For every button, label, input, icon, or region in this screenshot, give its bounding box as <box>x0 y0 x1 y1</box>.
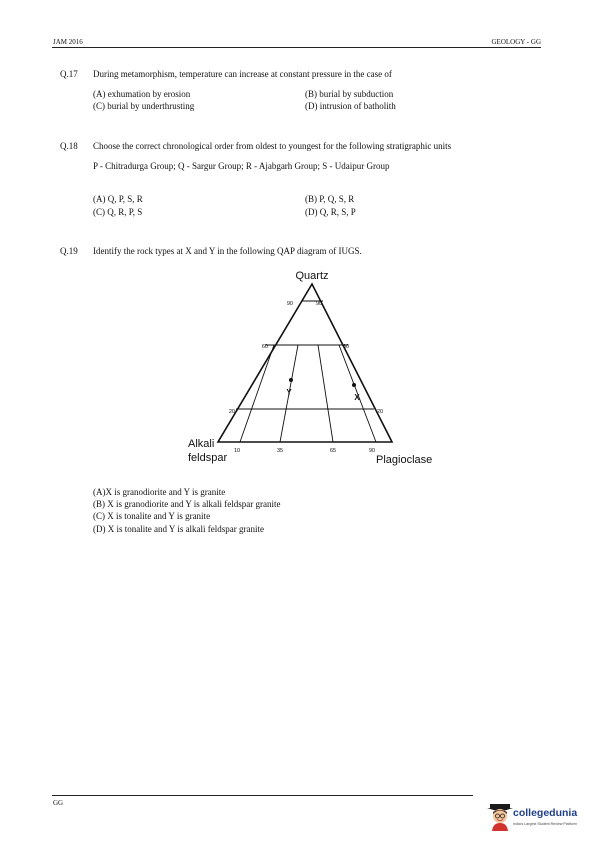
qap-tick-60-left: 60 <box>261 344 268 350</box>
footer-rule <box>52 795 473 796</box>
q17-option-d: (D) intrusion of batholith <box>305 101 396 111</box>
q19-option-c: (C) X is tonalite and Y is granite <box>93 511 211 521</box>
q19-text: Identify the rock types at X and Y in the following QAP diagram of IUGS. <box>93 246 362 256</box>
q18-number: Q.18 <box>60 141 78 151</box>
q18-text: Choose the correct chronological order from oldest to youngest for the following stratigraphic units <box>93 141 452 151</box>
q19-option-b: (B) X is granodiorite and Y is alkali feldspar granite <box>93 499 281 509</box>
header-paper-code: GEOLOGY - GG <box>491 38 541 46</box>
q17-option-b: (B) burial by subduction <box>305 89 394 99</box>
qap-tick-90-left: 90 <box>286 301 293 307</box>
qap-label-y: Y <box>286 388 292 397</box>
qap-line-a35-divider <box>318 345 333 442</box>
qap-label-alkali: Alkali <box>188 438 215 450</box>
q19-option-a: (A)X is granodiorite and Y is granite <box>93 487 226 497</box>
qap-base-tick-35: 35 <box>276 448 284 454</box>
q17-text: During metamorphism, temperature can increase at constant pressure in the case of <box>93 69 392 79</box>
qap-label-x: X <box>354 393 360 402</box>
qap-label-quartz: Quartz <box>295 270 329 282</box>
q17-number: Q.17 <box>60 69 78 79</box>
q17-option-c: (C) burial by underthrusting <box>93 101 195 111</box>
header-exam-title: JAM 2016 <box>53 38 83 46</box>
qap-base-tick-90: 90 <box>368 448 376 454</box>
collegedunia-logo-text: collegedunia <box>513 807 578 819</box>
qap-tick-20-left: 20 <box>228 409 235 415</box>
collegedunia-mascot-icon <box>487 803 513 831</box>
q18-option-c: (C) Q, R, P, S <box>93 207 143 217</box>
qap-point-y <box>289 378 293 382</box>
q18-option-b: (B) P, Q, S, R <box>305 194 355 204</box>
qap-point-x <box>352 383 356 387</box>
q18-units: P - Chitradurga Group; Q - Sargur Group; R - Ajabgarh Group; S - Udaipur Group <box>93 161 390 171</box>
qap-tick-90-right: 90 <box>316 301 323 307</box>
qap-base-tick-65: 65 <box>329 448 337 454</box>
qap-tick-20-right: 20 <box>377 409 384 415</box>
qap-line-a90-divider <box>240 345 274 442</box>
qap-tick-60-right: 60 <box>343 344 350 350</box>
q17-option-a: (A) exhumation by erosion <box>93 89 191 99</box>
qap-label-plagioclase: Plagioclase <box>376 454 433 466</box>
qap-label-feldspar: feldspar <box>188 452 228 464</box>
qap-triangle-outline <box>218 284 392 442</box>
collegedunia-tagline: India's Largest Student Review Platform <box>513 822 577 826</box>
qap-base-tick-10: 10 <box>233 448 241 454</box>
q19-option-d: (D) X is tonalite and Y is alkali feldspar granite <box>93 524 265 534</box>
q19-number: Q.19 <box>60 246 78 256</box>
footer-paper-code: GG <box>53 799 64 807</box>
q18-option-a: (A) Q, P, S, R <box>93 194 143 204</box>
q18-option-d: (D) Q, R, S, P <box>305 207 356 217</box>
